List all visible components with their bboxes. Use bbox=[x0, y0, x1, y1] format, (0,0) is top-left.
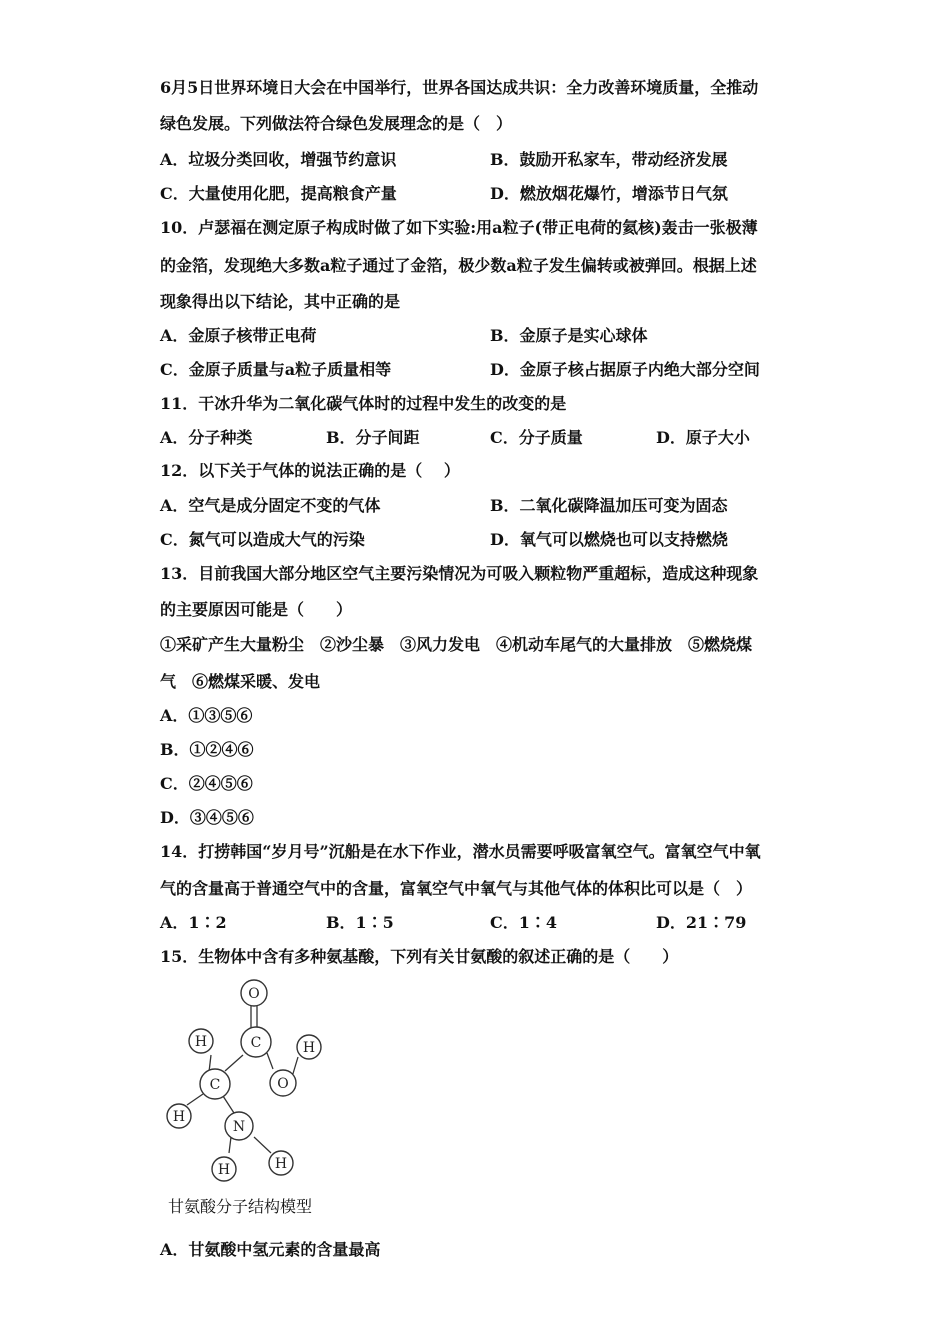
q13-stem-line2: 的主要原因可能是（ ） bbox=[160, 600, 353, 619]
q9-stem-line1: 6月5日世界环境日大会在中国举行，世界各国达成共识：全力改善环境质量，全推动 bbox=[160, 78, 759, 97]
label-o-right: O bbox=[277, 1076, 289, 1092]
q10-stem-line3: 现象得出以下结论，其中正确的是 bbox=[160, 292, 401, 311]
q13-stem-line3: ①采矿产生大量粉尘 ②沙尘暴 ③风力发电 ④机动车尾气的大量排放 ⑤燃烧煤 bbox=[160, 635, 753, 654]
q11-option-b: B．分子间距 bbox=[326, 428, 420, 447]
q11-option-a: A．分子种类 bbox=[160, 428, 253, 447]
q9-option-c: C．大量使用化肥，提高粮食产量 bbox=[160, 184, 397, 203]
q13-stem-line4: 气 ⑥燃煤采暖、发电 bbox=[160, 672, 321, 691]
label-h-n-right: H bbox=[274, 1156, 288, 1172]
q11-option-d: D．原子大小 bbox=[656, 428, 750, 447]
label-c-lower: C bbox=[209, 1077, 221, 1093]
q9-option-d: D．燃放烟花爆竹，增添节日气氛 bbox=[490, 184, 728, 203]
label-h-left: H bbox=[172, 1109, 186, 1125]
label-c-upper: C bbox=[250, 1035, 262, 1051]
q9-option-a: A．垃圾分类回收，增强节约意识 bbox=[160, 150, 397, 169]
q9-stem-line2: 绿色发展。下列做法符合绿色发展理念的是（ ） bbox=[160, 114, 513, 133]
q11-stem: 11．干冰升华为二氧化碳气体时的过程中发生的改变的是 bbox=[160, 394, 567, 413]
q12-option-b: B．二氧化碳降温加压可变为固态 bbox=[490, 496, 728, 515]
label-o-top: O bbox=[248, 986, 260, 1002]
q14-option-d: D．21∶79 bbox=[656, 913, 747, 932]
q14-stem-line2: 气的含量高于普通空气中的含量，富氧空气中氧气与其他气体的体积比可以是（ ） bbox=[160, 879, 753, 898]
q12-stem: 12．以下关于气体的说法正确的是（ ） bbox=[160, 461, 460, 480]
q11-option-c: C．分子质量 bbox=[490, 428, 583, 447]
q13-stem-line1: 13．目前我国大部分地区空气主要污染情况为可吸入颗粒物严重超标，造成这种现象 bbox=[160, 564, 759, 583]
q10-stem-line2: 的金箔，发现绝大多数a粒子通过了金箔，极少数a粒子发生偏转或被弹回。根据上述 bbox=[160, 256, 757, 275]
label-h-upper-left: H bbox=[194, 1034, 208, 1050]
q15-stem: 15．生物体中含有多种氨基酸，下列有关甘氨酸的叙述正确的是（ ） bbox=[160, 947, 679, 966]
q13-option-c: C．②④⑤⑥ bbox=[160, 774, 253, 793]
q14-stem-line1: 14．打捞韩国“岁月号”沉船是在水下作业，潜水员需要呼吸富氧空气。富氧空气中氧 bbox=[160, 842, 761, 861]
q10-option-b: B．金原子是实心球体 bbox=[490, 326, 648, 345]
label-h-hydroxyl: H bbox=[302, 1040, 316, 1056]
q13-option-b: B．①②④⑥ bbox=[160, 740, 254, 759]
q12-option-d: D．氧气可以燃烧也可以支持燃烧 bbox=[490, 530, 728, 549]
q10-stem-line1: 10．卢瑟福在测定原子构成时做了如下实验:用a粒子(带正电荷的氦核)轰击一张极薄 bbox=[160, 218, 758, 237]
q12-option-c: C．氮气可以造成大气的污染 bbox=[160, 530, 365, 549]
molecule-caption: 甘氨酸分子结构模型 bbox=[168, 1197, 313, 1216]
glycine-molecule-diagram bbox=[155, 975, 335, 1190]
q10-option-c: C．金原子质量与a粒子质量相等 bbox=[160, 360, 392, 379]
label-h-n-left: H bbox=[217, 1162, 231, 1178]
q9-option-b: B．鼓励开私家车，带动经济发展 bbox=[490, 150, 728, 169]
q14-option-a: A．1∶2 bbox=[160, 913, 227, 932]
q12-option-a: A．空气是成分固定不变的气体 bbox=[160, 496, 381, 515]
q13-option-d: D．③④⑤⑥ bbox=[160, 808, 254, 827]
q14-option-c: C．1∶4 bbox=[490, 913, 558, 932]
q10-option-a: A．金原子核带正电荷 bbox=[160, 326, 317, 345]
q14-option-b: B．1∶5 bbox=[326, 913, 394, 932]
q15-option-a: A．甘氨酸中氢元素的含量最高 bbox=[160, 1240, 381, 1259]
label-n: N bbox=[232, 1119, 246, 1135]
q13-option-a: A．①③⑤⑥ bbox=[160, 706, 253, 725]
q10-option-d: D．金原子核占据原子内绝大部分空间 bbox=[490, 360, 760, 379]
